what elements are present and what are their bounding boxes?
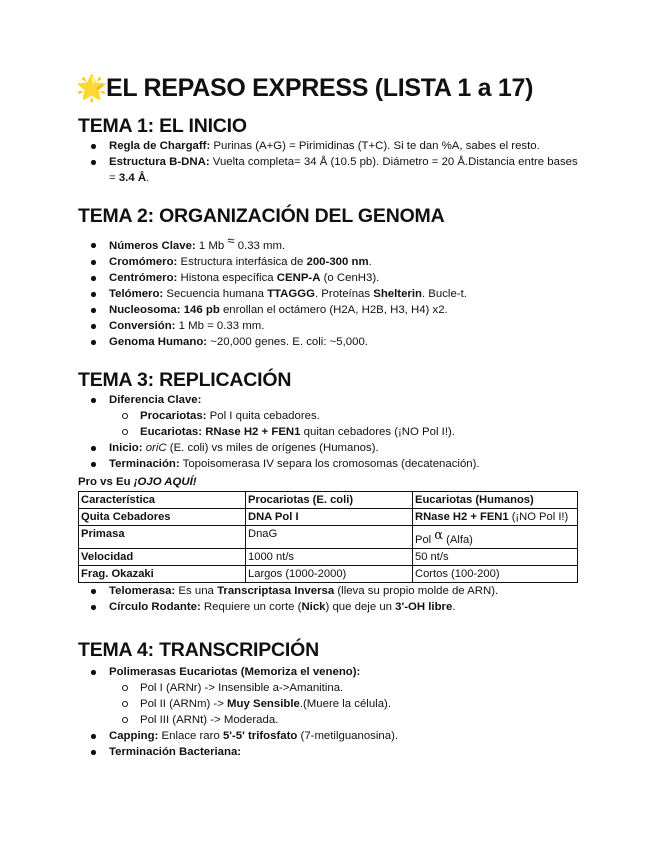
sun-icon: 🌟	[76, 74, 107, 102]
list-item: Círculo Rodante: Requiere un corte (Nick) que deje un 3'-OH libre.	[78, 599, 618, 615]
list-item: Inicio: oriC (E. coli) vs miles de orígenes (Humanos).	[78, 440, 618, 456]
tema3-heading: TEMA 3: REPLICACIÓN	[78, 369, 292, 391]
table-cell: RNase H2 + FEN1 (¡NO Pol I!)	[413, 509, 578, 526]
tema1-heading: TEMA 1: EL INICIO	[78, 115, 247, 137]
table-row	[79, 566, 578, 583]
table-cell: DnaG	[246, 526, 413, 549]
comparison-note: Pro vs Eu ¡OJO AQUÍ!	[78, 476, 197, 488]
tema4-list	[78, 664, 618, 760]
table-header-row	[79, 492, 578, 509]
list-item: Procariotas: Pol I quita cebadores.	[109, 408, 618, 424]
tema1-list	[78, 138, 578, 186]
table-cell: Pol α (Alfa)	[413, 526, 578, 549]
tema3-sublist	[109, 408, 618, 440]
comparison-table	[78, 491, 578, 583]
list-item: Genoma Humano: ~20,000 genes. E. coli: ~5,000.	[78, 334, 618, 350]
tema2-list	[78, 233, 618, 350]
list-item: Eucariotas: RNase H2 + FEN1 quitan cebadores (¡NO Pol I!).	[109, 424, 618, 440]
table-header-cell: Característica	[79, 492, 246, 509]
table-cell: Primasa	[79, 526, 246, 549]
list-item: Pol II (ARNm) -> Muy Sensible.(Muere la célula).	[109, 696, 618, 712]
list-item: Capping: Enlace raro 5'-5' trifosfato (7-metilguanosina).	[78, 728, 618, 744]
table-row	[79, 526, 578, 549]
table-cell: 50 nt/s	[413, 549, 578, 566]
list-item: Nucleosoma: 146 pb enrollan el octámero (H2A, H2B, H3, H4) x2.	[78, 302, 618, 318]
page-title	[76, 74, 533, 103]
list-item: Terminación: Topoisomerasa IV separa los cromosomas (decatenación).	[78, 456, 618, 472]
table-header-cell: Procariotas (E. coli)	[246, 492, 413, 509]
list-item: Telomerasa: Es una Transcriptasa Inversa (lleva su propio molde de ARN).	[78, 583, 618, 599]
list-item: Terminación Bacteriana:	[78, 744, 618, 760]
list-item: Polimerasas Eucariotas (Memoriza el veneno): Pol I (ARNr) -> Insensible a->Amanitina. Pol II (ARNm) -> Muy Sensible.(Muere la célula). Pol III (ARNt) -> Moderada.	[78, 664, 618, 728]
page-title-text: EL REPASO EXPRESS (LISTA 1 a 17)	[106, 74, 534, 102]
list-item: Regla de Chargaff: Purinas (A+G) = Pirimidinas (T+C). Si te dan %A, sabes el resto.	[78, 138, 578, 154]
table-cell: DNA Pol I	[246, 509, 413, 526]
table-cell: 1000 nt/s	[246, 549, 413, 566]
table-header-cell: Eucariotas (Humanos)	[413, 492, 578, 509]
tema4-heading: TEMA 4: TRANSCRIPCIÓN	[78, 639, 319, 661]
list-item: Conversión: 1 Mb = 0.33 mm.	[78, 318, 618, 334]
list-item: Cromómero: Estructura interfásica de 200-300 nm.	[78, 254, 618, 270]
list-item: Pol I (ARNr) -> Insensible a->Amanitina.	[109, 680, 618, 696]
table-row	[79, 549, 578, 566]
table-cell: Quita Cebadores	[79, 509, 246, 526]
table-cell: Velocidad	[79, 549, 246, 566]
tema4-sublist	[109, 680, 618, 728]
list-item: Telómero: Secuencia humana TTAGGG. Proteínas Shelterin. Bucle-t.	[78, 286, 618, 302]
list-item: Estructura B-DNA: Vuelta completa= 34 Å (10.5 pb). Diámetro = 20 Å.Distancia entre bases = 3.4 Å.	[78, 154, 578, 186]
list-item: Centrómero: Histona específica CENP-A (o CenH3).	[78, 270, 618, 286]
tema3-after-list	[78, 583, 618, 615]
list-item: Números Clave: 1 Mb ≈ 0.33 mm.	[78, 237, 618, 254]
table-cell: Largos (1000-2000)	[246, 566, 413, 583]
tema3-list	[78, 392, 618, 472]
table-row	[79, 509, 578, 526]
table-cell: Cortos (100-200)	[413, 566, 578, 583]
tema2-heading: TEMA 2: ORGANIZACIÓN DEL GENOMA	[78, 205, 445, 227]
table-cell: Frag. Okazaki	[79, 566, 246, 583]
list-item: Diferencia Clave: Procariotas: Pol I quita cebadores. Eucariotas: RNase H2 + FEN1 quitan cebadores (¡NO Pol I!).	[78, 392, 618, 440]
list-item: Pol III (ARNt) -> Moderada.	[109, 712, 618, 728]
